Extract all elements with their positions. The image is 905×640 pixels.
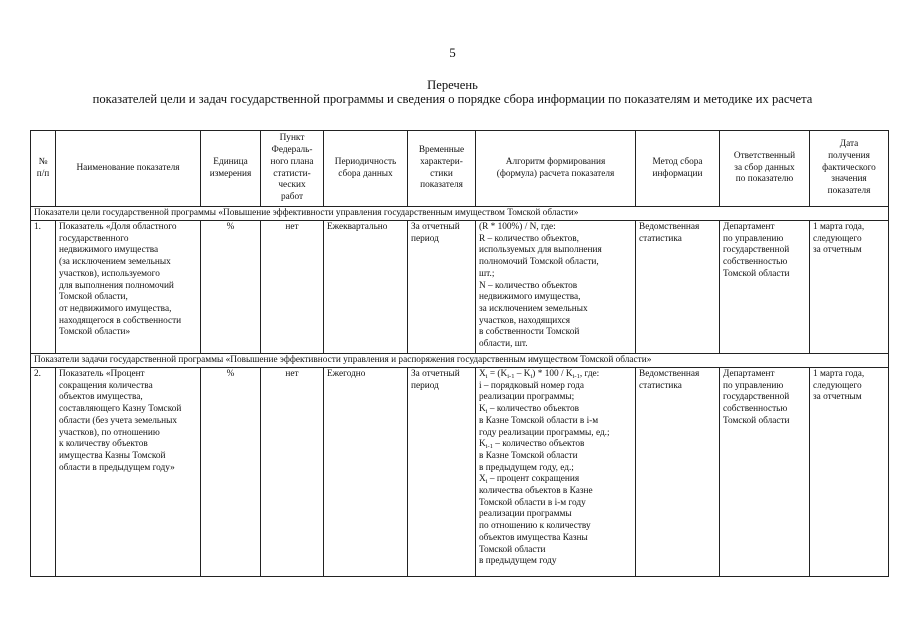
row2-unit: % [201,368,261,577]
row2-name: Показатель «Процент сокращения количества объектов имущества, составляющего Казну Томской области (без учета земельных участков), по отношению к количеству объектов имущества Казны Томской области в предыдущем году» [56,368,201,577]
table-header-row [31,131,889,207]
section-row [31,354,889,368]
header-time-characteristics: Временные характери- стики показателя [408,131,476,207]
row1-num: 1. [31,221,56,354]
header-algorithm: Алгоритм формирования (формула) расчета показателя [476,131,636,207]
section-goal-title: Показатели цели государственной программы «Повышение эффективности управления государственным имуществом Томской области» [31,207,889,221]
row1-method: Ведомственная статистика [636,221,720,354]
row1-frequency: Ежеквартально [324,221,408,354]
header-plan-item: Пункт Федераль- ного плана статисти- ческих работ [261,131,324,207]
row2-formula: $X_i = (K_{i-1} - K_i) * 100 / K_{i-1}$, где: [479,369,600,380]
title-line-1: Перечень [427,78,478,92]
header-name: Наименование показателя [56,131,201,207]
row2-i-description: i – порядковый номер года реализации программы; [479,380,585,403]
row2-ki-description: $K_i$ – количество объектов в Казне Томской области в i-м году реализации программы, ед.; [479,404,610,438]
row2-frequency: Ежегодно [324,368,408,577]
page-number: 5 [449,45,456,60]
header-method: Метод сбора информации [636,131,720,207]
row2-algorithm [476,368,636,577]
row1-algorithm: (R * 100%) / N, где: R – количество объектов, используемых для выполнения полномочий Томской области, шт.; N – количество объектов недвижимого имущества, за исключением земельных участков, находящихся в собственности Томской области, шт. [476,221,636,354]
section-task-title: Показатели задачи государственной программы «Повышение эффективности управления и распоряжения государственным имуществом Томской области» [31,354,889,368]
document-title [60,78,845,106]
row2-responsible: Департамент по управлению государственной собственностью Томской области [720,368,810,577]
row2-plan-item: нет [261,368,324,577]
row1-date: 1 марта года, следующего за отчетным [810,221,889,354]
header-responsible: Ответственный за сбор данных по показателю [720,131,810,207]
row1-responsible: Департамент по управлению государственной собственностью Томской области [720,221,810,354]
section-row [31,207,889,221]
row1-unit: % [201,221,261,354]
row1-name: Показатель «Доля областного государственного недвижимого имущества (за исключением земельных участков), используемого для выполнения полномочий Томской области, от недвижимого имущества, находящегося в собственности Томской области» [56,221,201,354]
header-unit: Единица измерения [201,131,261,207]
header-frequency: Периодичность сбора данных [324,131,408,207]
table-row [31,221,889,354]
row2-ki1-description: $K_{i-1}$ – количество объектов в Казне Томской области в предыдущем году, ед.; [479,439,585,473]
header-date: Дата получения фактического значения показателя [810,131,889,207]
title-line-2: показателей цели и задач государственной программы и сведения о порядке сбора информации по показателям и методике их расчета [92,92,813,106]
table-row [31,368,889,577]
header-num: № п/п [31,131,56,207]
row1-plan-item: нет [261,221,324,354]
row2-num: 2. [31,368,56,577]
row2-method: Ведомственная статистика [636,368,720,577]
row2-time-characteristics: За отчетный период [408,368,476,577]
indicators-table [30,130,889,577]
row2-date: 1 марта года, следующего за отчетным [810,368,889,577]
row2-xi-description: $X_i$ – процент сокращения количества объектов в Казне Томской области в i-м году реализации программы по отношению к количеству объектов имущества Казны Томской области в предыдущем году [479,474,593,567]
row1-time-characteristics: За отчетный период [408,221,476,354]
